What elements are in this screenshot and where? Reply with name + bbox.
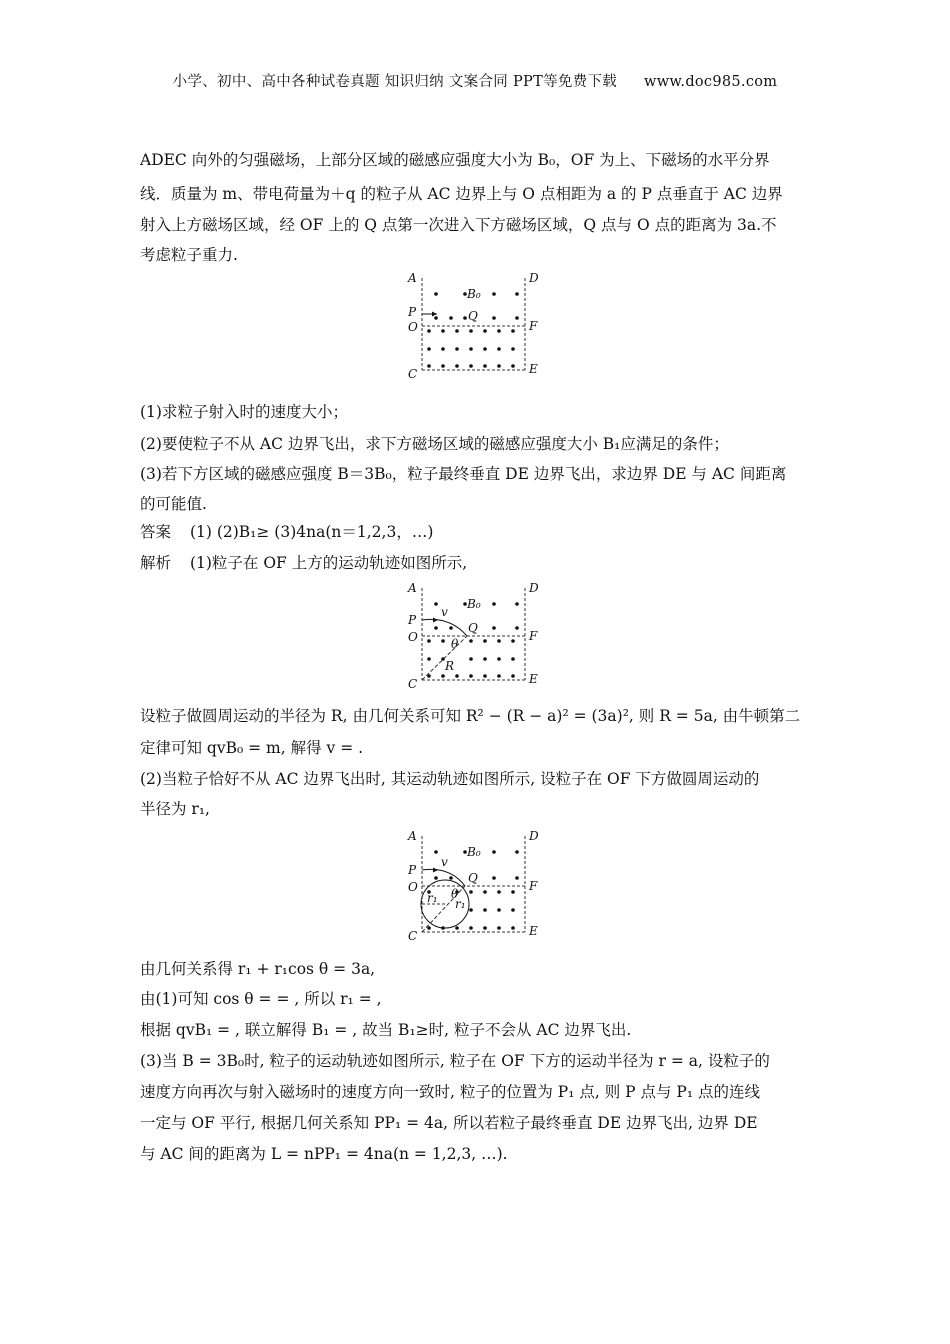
label-d: D	[529, 271, 539, 285]
answer-content: (1) (2)B₁≥ (3)4na(n＝1,2,3，…)	[189, 523, 434, 541]
solution-2-after-1: 由几何关系得 r₁ + r₁cos θ = 3a,	[140, 960, 376, 978]
figure-trajectory-1	[405, 580, 545, 692]
label-f: F	[529, 629, 538, 643]
solution-3-line-2: 速度方向再次与射入磁场时的速度方向一致时, 粒子的位置为 P₁ 点, 则 P 点与 P₁ 点的连线	[140, 1083, 760, 1101]
solution-part1-intro: (1)粒子在 OF 上方的运动轨迹如图所示,	[189, 554, 468, 572]
label-e: E	[529, 924, 538, 938]
figure-field-diagram	[405, 270, 545, 382]
label-p: P	[408, 613, 417, 627]
label-theta: θ	[451, 887, 459, 901]
label-c: C	[408, 367, 418, 381]
page-header	[0, 70, 950, 91]
intro-line-3: 射入上方磁场区域，经 OF 上的 Q 点第一次进入下方磁场区域，Q 点与 O 点的距离为 3a.不	[140, 216, 777, 234]
arrowhead-icon	[432, 312, 437, 317]
solution-intro-line	[140, 551, 467, 573]
label-o: O	[408, 630, 418, 644]
answer-label: 答案	[140, 523, 172, 541]
label-a: A	[408, 271, 417, 285]
label-b0: B₀	[467, 597, 481, 611]
intro-line-1: ADEC 向外的匀强磁场，上部分区域的磁感应强度大小为 B₀，OF 为上、下磁场的水平分界	[140, 151, 770, 169]
label-f: F	[529, 319, 538, 333]
solution-2-line-2: 半径为 r₁,	[140, 800, 210, 818]
answer-line	[140, 520, 433, 542]
figure-trajectory-2	[405, 828, 545, 944]
solution-2-after-3: 根据 qvB₁ = , 联立解得 B₁ = , 故当 B₁≥时, 粒子不会从 AC 边界飞出.	[140, 1021, 632, 1039]
label-e: E	[529, 362, 538, 376]
solution-2-line-1: (2)当粒子恰好不从 AC 边界飞出时, 其运动轨迹如图所示, 设粒子在 OF 下方做圆周运动的	[140, 770, 760, 788]
arrowhead-icon	[433, 618, 438, 623]
solution-3-line-3: 一定与 OF 平行, 根据几何关系知 PP₁ = 4a, 所以若粒子最终垂直 DE 边界飞出, 边界 DE	[140, 1114, 758, 1132]
label-o: O	[408, 880, 418, 894]
label-d: D	[529, 581, 539, 595]
label-v: v	[441, 855, 448, 869]
question-1: (1)求粒子射入时的速度大小；	[140, 403, 348, 421]
question-3-line-1: (3)若下方区域的磁感应强度 B＝3B₀，粒子最终垂直 DE 边界飞出，求边界 DE 与 AC 间距离	[140, 465, 787, 483]
header-url[interactable]: www.doc985.com	[644, 74, 778, 90]
field-dots	[427, 292, 519, 368]
label-b0: B₀	[467, 287, 481, 301]
label-a: A	[408, 581, 417, 595]
label-r1-right: r₁	[455, 897, 466, 911]
label-q: Q	[468, 621, 478, 635]
label-r: R	[445, 659, 455, 673]
arc-path	[422, 869, 465, 886]
label-r1-left: r₁	[427, 891, 438, 905]
label-v: v	[441, 605, 448, 619]
label-e: E	[529, 672, 538, 686]
solution-3-line-4: 与 AC 间的距离为 L = nPP₁ = 4na(n = 1,2,3, …).	[140, 1145, 508, 1163]
solution-1-line-2: 定律可知 qvB₀ = m, 解得 v = .	[140, 739, 364, 757]
label-theta: θ	[451, 637, 459, 651]
solution-3-line-1: (3)当 B = 3B₀时, 粒子的运动轨迹如图所示, 粒子在 OF 下方的运动半径为 r = a, 设粒子的	[140, 1052, 770, 1070]
label-b0: B₀	[467, 845, 481, 859]
question-3-line-2: 的可能值.	[140, 495, 207, 513]
label-q: Q	[468, 309, 478, 323]
label-o: O	[408, 320, 418, 334]
label-a: A	[408, 829, 417, 843]
solution-1-line-1: 设粒子做圆周运动的半径为 R, 由几何关系可知 R² − (R − a)² = (3a)², 则 R = 5a, 由牛顿第二	[140, 707, 801, 725]
label-d: D	[529, 829, 539, 843]
label-p: P	[408, 863, 417, 877]
label-c: C	[408, 677, 418, 691]
arc-path	[422, 619, 467, 636]
header-text: 小学、初中、高中各种试卷真题 知识归纳 文案合同 PPT等免费下载	[172, 74, 618, 90]
intro-line-4: 考虑粒子重力.	[140, 246, 238, 264]
label-q: Q	[468, 871, 478, 885]
solution-label: 解析	[140, 554, 172, 572]
arrowhead-icon	[433, 868, 438, 873]
intro-line-2: 线．质量为 m、带电荷量为＋q 的粒子从 AC 边界上与 O 点相距为 a 的 P 点垂直于 AC 边界	[140, 185, 783, 203]
question-2: (2)要使粒子不从 AC 边界飞出，求下方磁场区域的磁感应强度大小 B₁应满足的条件；	[140, 435, 729, 453]
label-c: C	[408, 929, 418, 943]
label-f: F	[529, 879, 538, 893]
solution-2-after-2: 由(1)可知 cos θ = = , 所以 r₁ = ,	[140, 990, 382, 1008]
label-p: P	[408, 305, 417, 319]
